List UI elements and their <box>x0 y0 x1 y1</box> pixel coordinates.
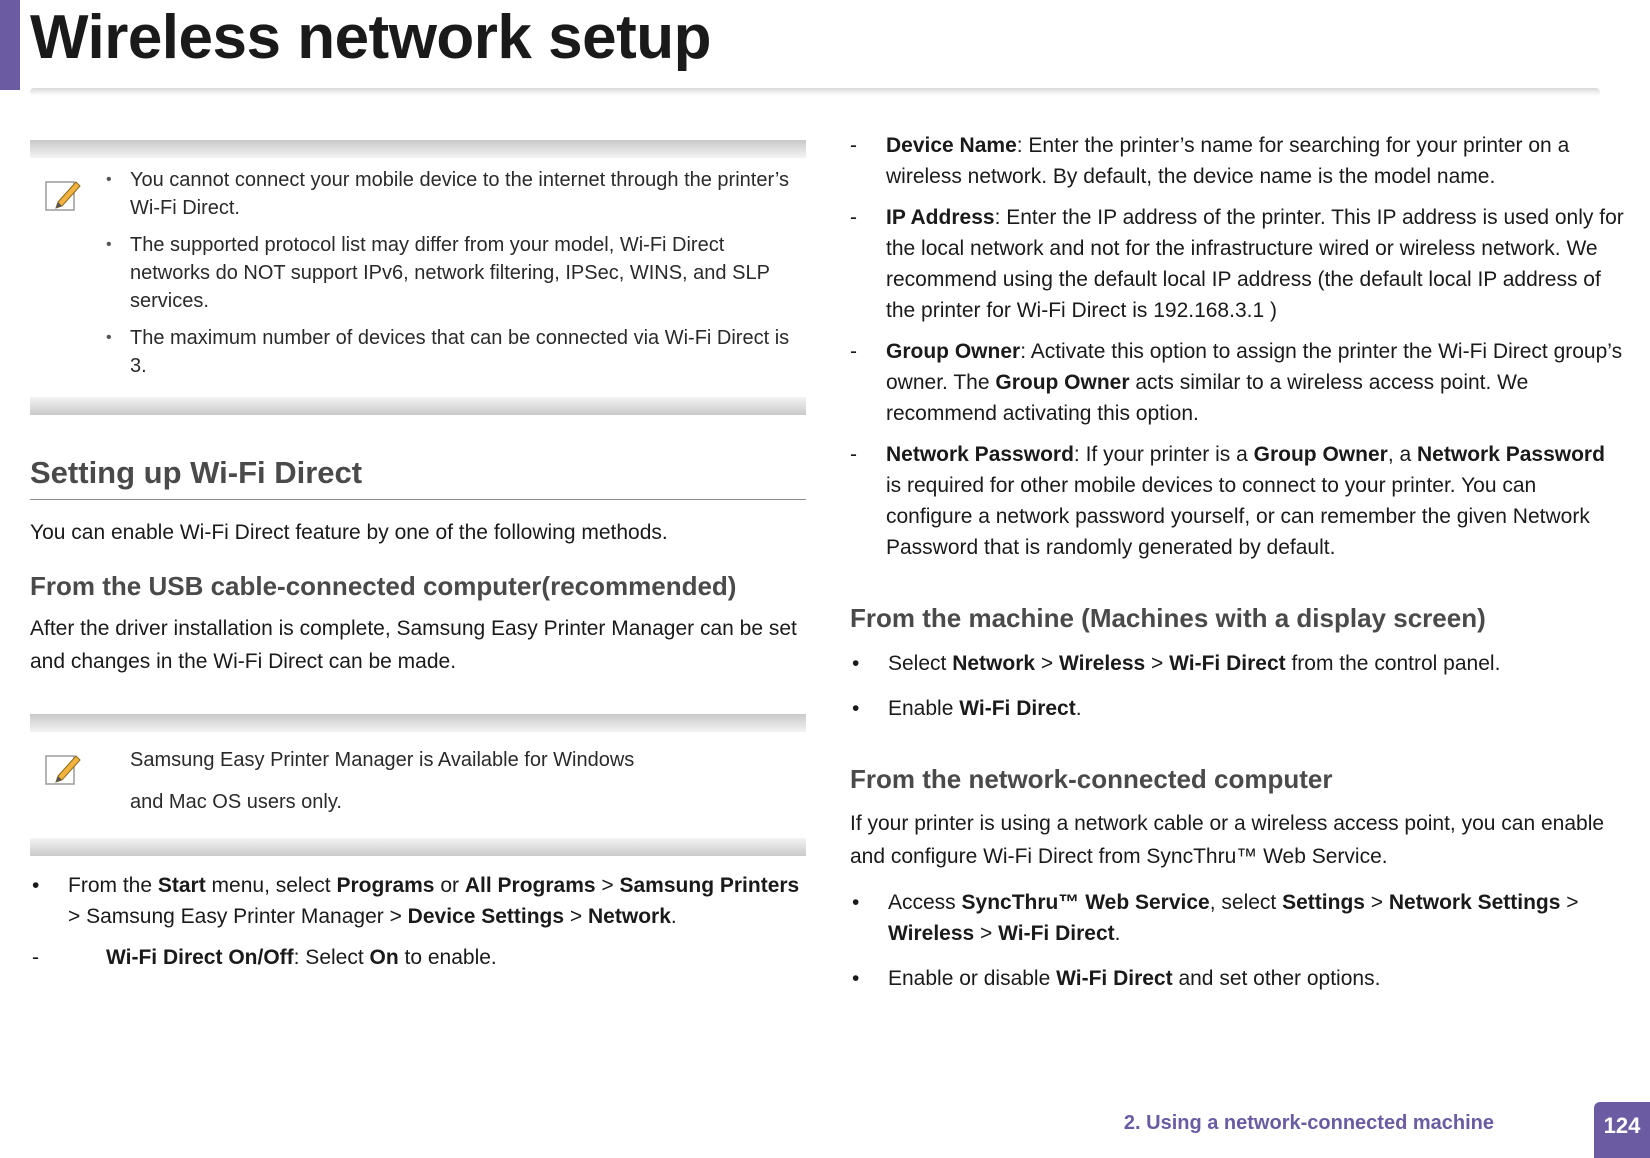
term-device-name: Device Name <box>886 134 1017 157</box>
note-box-easy-printer-manager <box>30 714 806 856</box>
menu-wireless: Wireless <box>1059 652 1146 675</box>
text: acts similar to a wireless access point. We recommend activating this option. <box>886 371 1529 425</box>
usb-heading: From the USB cable-connected computer(recommended) <box>30 571 737 601</box>
netcomp-heading: From the network-connected computer <box>850 764 1333 794</box>
term-ip-address: IP Address <box>886 206 995 229</box>
term-network-password: Network Password <box>1417 443 1605 466</box>
note-bottom-rule <box>30 838 806 856</box>
text: . <box>670 905 677 928</box>
text: > <box>1560 891 1579 914</box>
menu-wireless: Wireless <box>888 922 975 945</box>
text: > <box>1145 652 1170 675</box>
text: > Samsung Easy Printer Manager > <box>68 905 408 928</box>
text: : Enter the IP address of the printer. This IP address is used only for the local network and not for the infrastructure wired or wireless network. We recommend using the default local IP address (the default local IP address of the printer for Wi-Fi Direct is 192.168.3.1 ) <box>886 206 1624 322</box>
note-text-line2: and Mac OS users only. <box>130 791 342 813</box>
note-body <box>30 732 806 838</box>
menu-network: Network <box>952 652 1036 675</box>
netcomp-step-item <box>850 963 1625 994</box>
note-text-line1: Samsung Easy Printer Manager is Available for Windows <box>130 749 635 771</box>
text: : If your printer is a <box>1073 443 1254 466</box>
menu-network-settings: Network Settings <box>1388 891 1561 914</box>
note-list <box>130 166 806 380</box>
text: . <box>1075 697 1082 720</box>
netcomp-steps-list <box>850 887 1625 994</box>
text: > <box>595 874 620 897</box>
text: From the <box>68 874 158 897</box>
right-column <box>850 130 1625 994</box>
usb-step-item <box>30 870 806 932</box>
page-title: Wireless network setup <box>30 3 711 72</box>
machine-heading: From the machine (Machines with a display screen) <box>850 603 1486 633</box>
menu-all-programs: All Programs <box>464 874 596 897</box>
menu-network: Network <box>588 905 671 928</box>
text: : Enter the printer’s name for searching for your printer on a wireless network. By default, the device name is the model name. <box>886 134 1570 188</box>
text: menu, select <box>205 874 337 897</box>
text: > <box>1035 652 1059 675</box>
text: : Activate this option to assign the printer the Wi-Fi Direct group’s owner. The <box>886 340 1623 394</box>
usb-substep-item <box>30 942 806 973</box>
text: is required for other mobile devices to connect to your printer. You can configure a network password yourself, or can remember the given Network Password that is randomly generated by default. <box>886 474 1590 559</box>
text: > <box>564 905 589 928</box>
text: and set other options. <box>1172 967 1381 990</box>
title-accent-bar <box>0 0 20 90</box>
text: or <box>434 874 465 897</box>
menu-device-settings: Device Settings <box>407 905 565 928</box>
note-body <box>30 158 806 397</box>
machine-step-item <box>850 648 1625 679</box>
option-device-name <box>848 130 1625 192</box>
menu-samsung-printers: Samsung Printers <box>619 874 800 897</box>
menu-wifi-direct: Wi-Fi Direct <box>998 922 1115 945</box>
section-heading-setting-up-wifi-direct: Setting up Wi-Fi Direct <box>30 455 806 500</box>
text: , select <box>1209 891 1283 914</box>
footer-chapter: 2. Using a network-connected machine <box>1123 1112 1494 1134</box>
menu-start: Start <box>157 874 206 897</box>
usb-steps-list <box>30 870 806 932</box>
left-column <box>30 140 806 973</box>
option-ip-address <box>848 202 1625 326</box>
term-network-password: Network Password <box>886 443 1074 466</box>
note-top-rule <box>30 140 806 158</box>
text: , a <box>1387 443 1418 466</box>
note-bottom-rule <box>30 397 806 415</box>
note-pencil-icon <box>44 750 82 788</box>
note-top-rule <box>30 714 806 732</box>
text: > <box>1364 891 1389 914</box>
menu-programs: Programs <box>336 874 435 897</box>
text: . <box>1114 922 1121 945</box>
text: > <box>974 922 999 945</box>
text: Select <box>888 652 953 675</box>
usb-substeps-list <box>30 942 806 973</box>
text: Access <box>888 891 962 914</box>
menu-wifi-direct: Wi-Fi Direct <box>959 697 1076 720</box>
text: from the control panel. <box>1285 652 1501 675</box>
usb-paragraph: After the driver installation is complete, Samsung Easy Printer Manager can be set and changes in the Wi-Fi Direct can be made. <box>30 617 797 673</box>
menu-wifi-direct: Wi-Fi Direct <box>1056 967 1173 990</box>
option-group-owner <box>848 336 1625 429</box>
netcomp-step-item <box>850 887 1625 949</box>
term-group-owner: Group Owner <box>1253 443 1388 466</box>
term-group-owner: Group Owner <box>995 371 1130 394</box>
page-number: 124 <box>1594 1102 1650 1158</box>
note-item: • The supported protocol list may differ from your model, Wi-Fi Direct networks do NOT support IPv6, network filtering, IPSec, WINS, and SLP services. <box>130 231 806 315</box>
note-box-wifi-direct-limits <box>30 140 806 415</box>
note-item: • The maximum number of devices that can be connected via Wi-Fi Direct is 3. <box>130 324 806 380</box>
note-item: • You cannot connect your mobile device to the internet through the printer’s Wi-Fi Direct. <box>130 166 806 222</box>
section-intro: You can enable Wi-Fi Direct feature by one of the following methods. <box>30 521 668 544</box>
note-pencil-icon <box>44 176 82 214</box>
text: to enable. <box>398 946 497 969</box>
option-network-password <box>848 439 1625 563</box>
menu-settings: Settings <box>1282 891 1365 914</box>
machine-step-item <box>850 693 1625 724</box>
option-on: On <box>369 946 399 969</box>
title-divider <box>30 88 1600 96</box>
option-wifi-direct-on-off: Wi-Fi Direct On/Off <box>106 946 294 969</box>
text: Enable or disable <box>888 967 1057 990</box>
text: : Select <box>293 946 370 969</box>
option-dash-list <box>848 130 1625 563</box>
text: Enable <box>888 697 960 720</box>
netcomp-paragraph: If your printer is using a network cable or a wireless access point, you can enable and configure Wi-Fi Direct from SyncThru™ Web Service. <box>850 812 1605 868</box>
term-group-owner: Group Owner <box>886 340 1021 363</box>
menu-wifi-direct: Wi-Fi Direct <box>1169 652 1286 675</box>
machine-steps-list <box>850 648 1625 724</box>
term-syncthru: SyncThru™ Web Service <box>961 891 1210 914</box>
